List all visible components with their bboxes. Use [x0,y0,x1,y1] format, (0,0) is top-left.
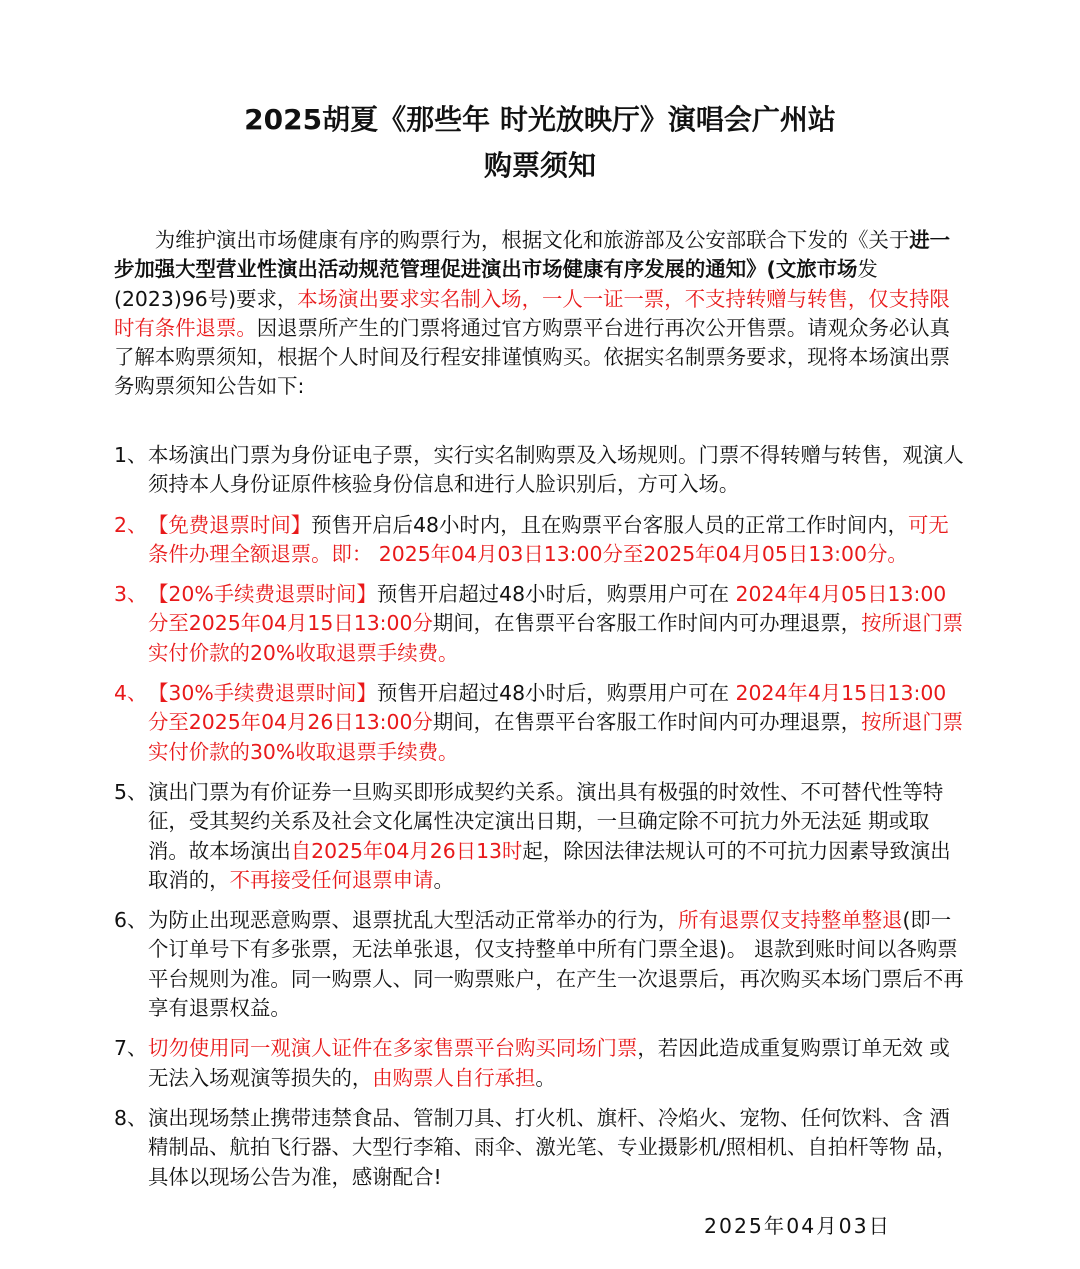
list-item [114,679,966,767]
item-text: 起，除因法律法规认可的不可抗力因素导致演出取消的， [148,838,951,892]
item-number: 7、 [114,1036,148,1061]
item-highlight: 所有退票仅支持整单整退 [678,908,903,933]
item-highlight: 不再接受任何退票申请 [229,867,434,892]
item-highlight: 自2025年04月26日13时 [290,838,523,863]
item-highlight: 按所退门票实付价款的20%收取退票手续费。 [148,611,964,665]
item-number: 3、 [114,582,148,607]
item-text: 期间，在售票平台客服工作时间内可办理退票， [432,611,862,636]
item-highlight: 2024年4月05日13:00分至2025年04月15日13:00分 [148,582,947,636]
item-highlight: 2024年4月15日13:00分至2025年04月26日13:00分 [148,681,947,735]
intro-notice-name: 进一步加强大型营业性演出活动规范管理促进演出市场健康有序发展的通知》(文旅市场 [114,228,951,282]
intro-text-2: 发(2023)96号)要求， [114,257,878,311]
list-item [114,1104,966,1192]
item-highlight: 可无条件办理全额退票。即： 2025年04月03日13:00分至2025年04月05日13:00分。 [148,512,949,566]
rules-list [114,441,966,1203]
item-text: (即一个订单号下有多张票，无法单张退，仅支持整单中所有门票全退)。 退款到账时间以各购票平台规则为准。同一购票人、同一购票账户，在产生一次退票后，再次购买本场门票后不再享有退票权益。 [148,908,964,1021]
item-highlight: 切勿使用同一观演人证件在多家售票平台购买同场门票 [148,1036,638,1061]
intro-text-3: 因退票所产生的门票将通过官方购票平台进行再次公开售票。请观众务必认真了解本购票须知，根据个人时间及行程安排谨慎购买。依据实名制票务要求，现将本场演出票务购票须知公告如下: [114,315,951,399]
item-highlight: 由购票人自行承担 [372,1065,536,1090]
item-number: 6、 [114,908,148,933]
item-heading: 【20%手续费退票时间】 [148,582,377,607]
item-number: 1、 [114,443,148,467]
list-item [114,1034,966,1093]
item-text: 。 [535,1065,556,1090]
intro-highlight: 本场演出要求实名制入场，一人一证一票，不支持转赠与转售，仅支持限时有条件退票。 [114,286,950,340]
item-text: 期间，在售票平台客服工作时间内可办理退票， [432,710,862,735]
item-heading: 【30%手续费退票时间】 [148,681,377,706]
page-subtitle: 购票须知 [483,149,596,182]
item-number: 8、 [114,1105,148,1130]
item-text: 演出门票为有价证券一旦购买即形成契约关系。演出具有极强的时效性、不可替代性等特征，受其契约关系及社会文化属性决定演出日期，一旦确定除不可抗力外无法延 期或取消。故本场演出 [148,779,944,863]
item-text: 。 [433,867,454,892]
item-number: 4、 [114,681,148,706]
item-highlight: 按所退门票实付价款的30%收取退票手续费。 [148,710,964,764]
intro-paragraph [114,226,966,402]
notice-date: 2025年04月03日 [704,1214,891,1238]
list-item [114,580,966,668]
item-text: 预售开启超过48小时后，购票用户可在 [376,582,736,607]
intro-text-1: 为维护演出市场健康有序的购票行为，根据文化和旅游部及公安部联合下发的《关于 [154,228,910,252]
item-text: ，若因此造成重复购票订单无效 或无法入场观演等损失的， [148,1036,950,1090]
item-text: 预售开启后48小时内，且在购票平台客服人员的正常工作时间内， [311,512,909,537]
list-item [114,906,966,1023]
item-text: 演出现场禁止携带违禁食品、管制刀具、打火机、旗杆、冷焰火、宠物、任何饮料、含 酒精制品、航拍飞行器、大型行李箱、雨伞、激光笔、专业摄影机/照相机、自拍杆等物 品，具体以现场公告为准，感谢配合! [148,1105,957,1189]
item-number: 2、 [114,512,148,537]
list-item [114,511,966,570]
list-item [114,441,966,500]
list-item [114,778,966,895]
item-text: 本场演出门票为身份证电子票，实行实名制购票及入场规则。门票不得转赠与转售，观演人须持本人身份证原件核验身份信息和进行人脸识别后，方可入场。 [148,443,964,497]
item-number: 5、 [114,779,148,804]
item-text: 为防止出现恶意购票、退票扰乱大型活动正常举办的行为， [148,908,679,933]
item-heading: 【免费退票时间】 [148,512,312,537]
page-title: 2025胡夏《那些年 时光放映厅》演唱会广州站 [244,103,836,136]
item-text: 预售开启超过48小时后，购票用户可在 [376,681,736,706]
